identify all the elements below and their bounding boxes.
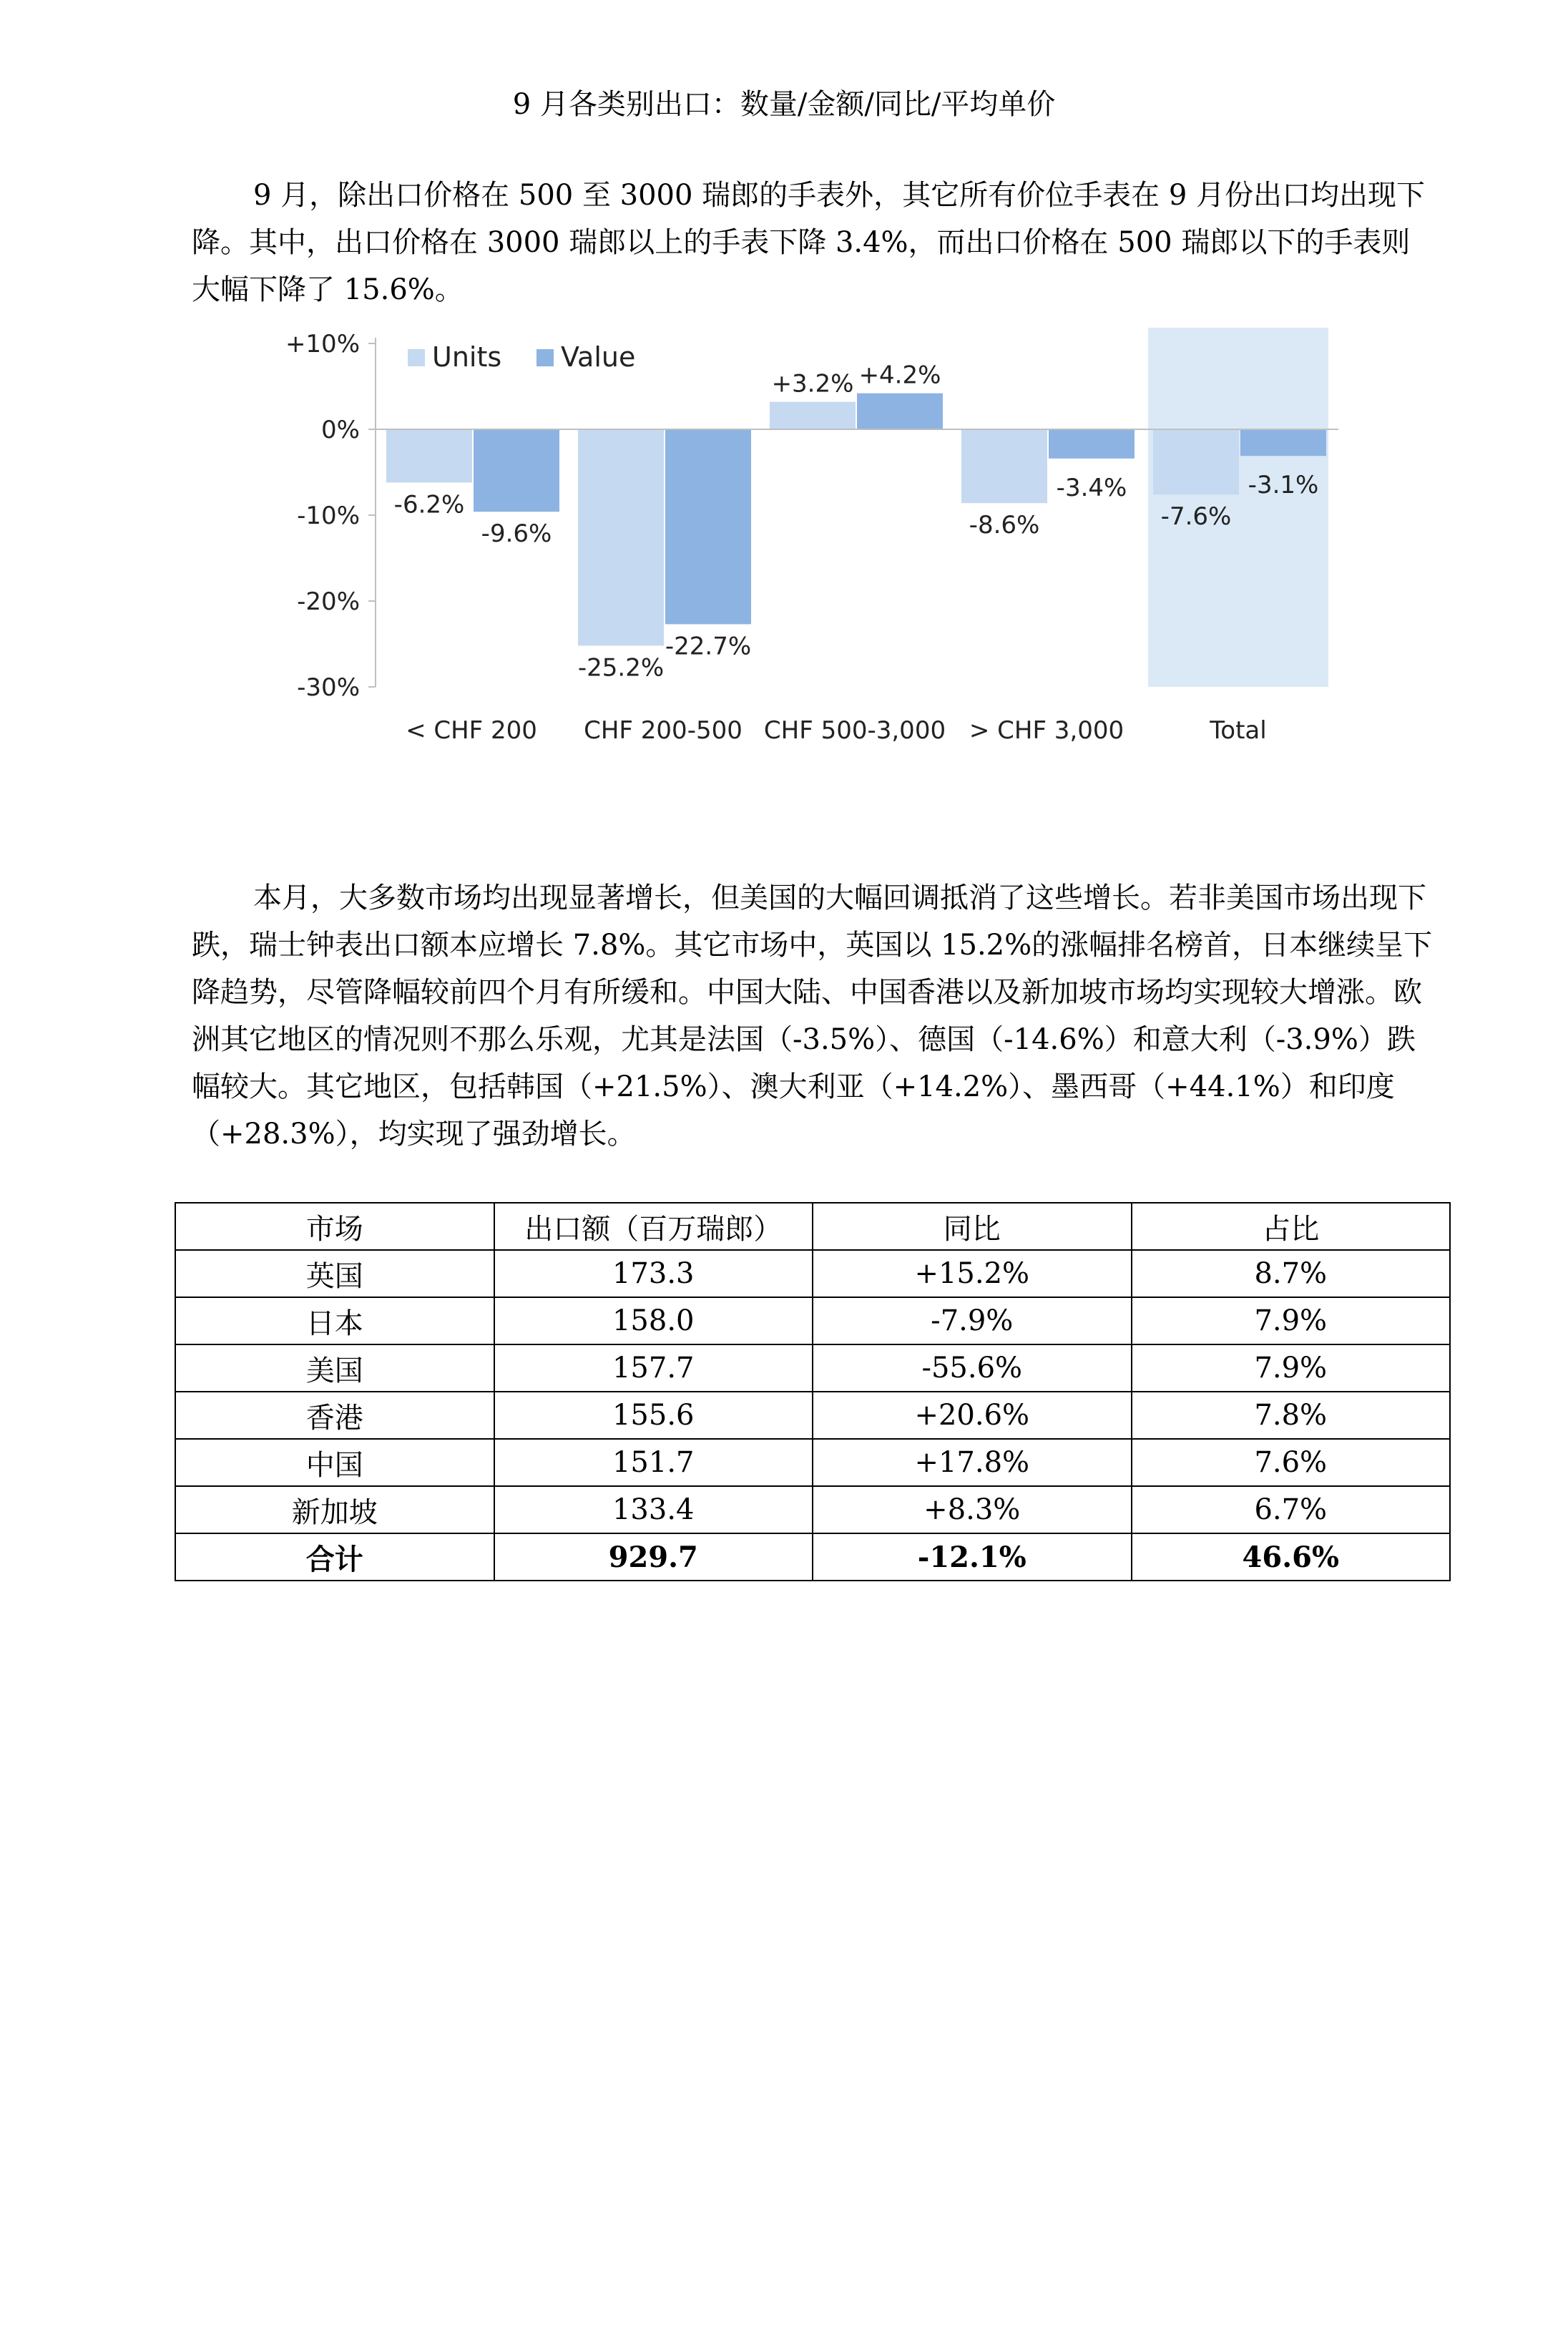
legend-label-units: Units (432, 341, 502, 373)
cell-yoy: +17.8% (813, 1439, 1132, 1486)
total-export-value: 929.7 (494, 1533, 813, 1581)
x-category-label: < CHF 200 (406, 716, 537, 745)
bar-value (1240, 429, 1326, 456)
table-row (175, 1297, 1450, 1344)
x-category-label: CHF 200-500 (584, 716, 743, 745)
y-tick-label: -30% (297, 673, 360, 702)
header-market: 市场 (175, 1203, 494, 1250)
data-label-value: -9.6% (481, 519, 552, 549)
bar-units (1153, 429, 1239, 494)
total-label: 合计 (175, 1533, 494, 1581)
bar-units (961, 429, 1047, 503)
x-category-label: Total (1210, 716, 1267, 745)
header-export-value: 出口额（百万瑞郎） (494, 1203, 813, 1250)
header-share: 占比 (1132, 1203, 1451, 1250)
cell-share: 7.9% (1132, 1344, 1451, 1392)
cell-share: 7.9% (1132, 1297, 1451, 1344)
data-label-value: -3.1% (1248, 471, 1319, 500)
cell-market: 日本 (175, 1297, 494, 1344)
cell-market: 美国 (175, 1344, 494, 1392)
header-yoy: 同比 (813, 1203, 1132, 1250)
paragraph-text: 9 月，除出口价格在 500 至 3000 瑞郎的手表外，其它所有价位手表在 9 月份出口均出现下降。其中，出口价格在 3000 瑞郎以上的手表下降 3.4%，而出口价格在 500 瑞郎以下的手表则大幅下降了 15.6%。 (192, 179, 1426, 306)
cell-yoy: +15.2% (813, 1250, 1132, 1297)
bar-value (857, 394, 943, 429)
table-row (175, 1392, 1450, 1439)
data-label-units: -7.6% (1160, 502, 1232, 532)
data-label-value: -22.7% (665, 632, 752, 661)
cell-share: 7.8% (1132, 1392, 1451, 1439)
legend-swatch-value (536, 349, 554, 366)
data-label-value: +4.2% (858, 361, 941, 390)
data-label-units: -6.2% (393, 490, 465, 519)
data-label-units: -8.6% (969, 511, 1040, 540)
cell-export-value: 173.3 (494, 1250, 813, 1297)
bar-value (1049, 429, 1135, 459)
paragraph-text: 本月，大多数市场均出现显著增长，但美国的大幅回调抵消了这些增长。若非美国市场出现下跌，瑞士钟表出口额本应增长 7.8%。其它市场中，英国以 15.2%的涨幅排名榜首，日本继续呈下降趋势，尽管降幅较前四个月有所缓和。中国大陆、中国香港以及新加坡市场均实现较大增涨。欧洲其它地区的情况则不那么乐观，尤其是法国（-3.5%）、德国（-14.6%）和意大利（-3.9%）跌幅较大。其它地区，包括韩国（+21.5%）、澳大利亚（+14.2%）、墨西哥（+44.1%）和印度（+28.3%），均实现了强劲增长。 (192, 882, 1433, 1151)
x-category-label: CHF 500-3,000 (763, 716, 946, 745)
table-header-row (175, 1203, 1450, 1250)
total-share: 46.6% (1132, 1533, 1451, 1581)
legend-swatch-units (408, 349, 425, 366)
table-total-row (175, 1533, 1450, 1581)
y-tick-label: -20% (297, 587, 360, 616)
bar-units (770, 402, 856, 429)
cell-share: 7.6% (1132, 1439, 1451, 1486)
bar-units (578, 429, 664, 645)
market-exports-table (175, 1202, 1451, 1581)
cell-market: 香港 (175, 1392, 494, 1439)
table-row (175, 1486, 1450, 1533)
table-row (175, 1439, 1450, 1486)
cell-share: 6.7% (1132, 1486, 1451, 1533)
data-label-value: -3.4% (1056, 473, 1127, 502)
cell-export-value: 155.6 (494, 1392, 813, 1439)
paragraph-category-exports (192, 172, 1436, 313)
cell-market: 英国 (175, 1250, 494, 1297)
y-tick-label: -10% (297, 502, 360, 530)
page-title: 9 月各类别出口：数量/金额/同比/平均单价 (512, 88, 1056, 121)
bar-value (665, 429, 751, 624)
price-segment-bar-chart (258, 322, 1373, 766)
cell-yoy: -7.9% (813, 1297, 1132, 1344)
cell-export-value: 157.7 (494, 1344, 813, 1392)
cell-yoy: -55.6% (813, 1344, 1132, 1392)
cell-share: 8.7% (1132, 1250, 1451, 1297)
cell-export-value: 158.0 (494, 1297, 813, 1344)
total-yoy: -12.1% (813, 1533, 1132, 1581)
cell-market: 新加坡 (175, 1486, 494, 1533)
legend-label-value: Value (561, 341, 636, 373)
x-category-label: > CHF 3,000 (969, 716, 1124, 745)
cell-yoy: +8.3% (813, 1486, 1132, 1533)
paragraph-market-overview (192, 874, 1436, 1158)
y-tick-label: 0% (321, 416, 360, 444)
cell-market: 中国 (175, 1439, 494, 1486)
cell-export-value: 151.7 (494, 1439, 813, 1486)
chart-svg (258, 322, 1373, 766)
data-label-units: -25.2% (577, 653, 665, 683)
cell-yoy: +20.6% (813, 1392, 1132, 1439)
bar-units (386, 429, 472, 482)
bar-value (474, 429, 559, 512)
table-row (175, 1344, 1450, 1392)
y-tick-label: +10% (285, 330, 360, 358)
cell-export-value: 133.4 (494, 1486, 813, 1533)
table-row (175, 1250, 1450, 1297)
data-label-units: +3.2% (771, 369, 854, 399)
